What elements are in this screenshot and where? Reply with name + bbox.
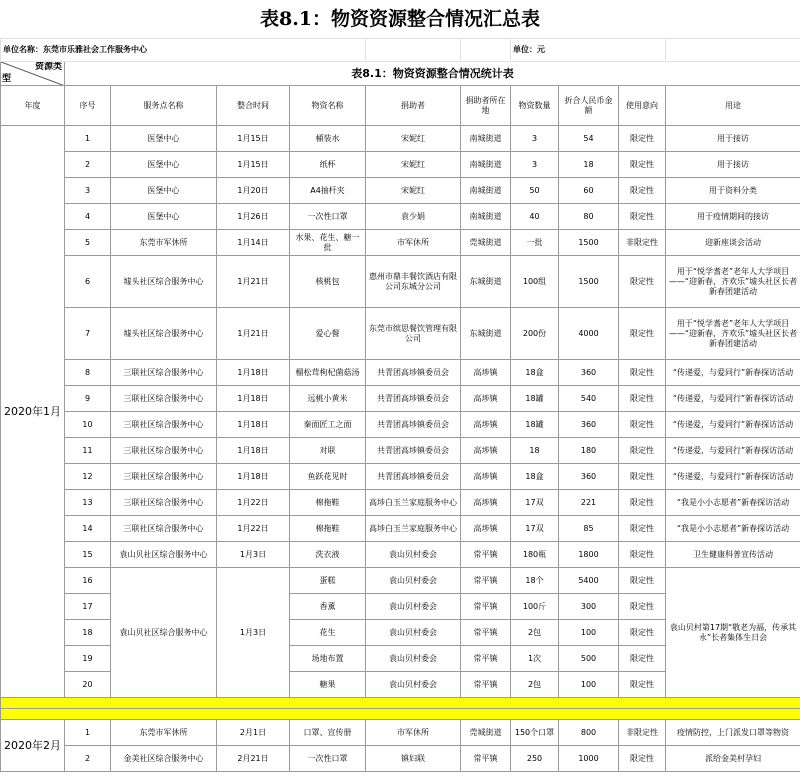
item-cell: 口罩、宣传册 <box>290 720 366 746</box>
seq-cell: 12 <box>65 464 111 490</box>
intent-cell: 非限定性 <box>619 230 666 256</box>
table-subtitle: 表8.1：物资资源整合情况统计表 <box>65 62 800 86</box>
site-cell: 医堡中心 <box>111 178 217 204</box>
subtitle-row <box>1 62 800 86</box>
item-cell: A4抽杆夹 <box>290 178 366 204</box>
seq-cell: 6 <box>65 256 111 308</box>
qty-cell: 17双 <box>511 516 559 542</box>
time-cell: 2月1日 <box>217 720 290 746</box>
header-seq: 序号 <box>65 86 111 126</box>
purpose-cell: 用于资料分类 <box>666 178 800 204</box>
table-row <box>1 542 800 568</box>
purpose-cell: “我是小小志愿者”新春探访活动 <box>666 490 800 516</box>
site-cell: 三联社区综合服务中心 <box>111 490 217 516</box>
location-cell: 南城街道 <box>461 152 511 178</box>
item-cell: 棉拖鞋 <box>290 490 366 516</box>
seq-cell: 17 <box>65 594 111 620</box>
sheet-title: 表8.1：物资资源整合情况汇总表 <box>259 8 541 30</box>
amount-cell: 360 <box>559 464 619 490</box>
purpose-cell: 用于接访 <box>666 152 800 178</box>
unit-row <box>1 39 800 62</box>
seq-cell: 7 <box>65 308 111 360</box>
site-cell: 东莞市军休所 <box>111 230 217 256</box>
table-row <box>1 204 800 230</box>
donor-cell: 袁少娟 <box>366 204 461 230</box>
purpose-cell: 疫情防控，上门派发口罩等物资 <box>666 720 800 746</box>
qty-cell: 18盒 <box>511 464 559 490</box>
table-row <box>1 256 800 308</box>
item-cell: 核桃包 <box>290 256 366 308</box>
item-cell: 蛋糕 <box>290 568 366 594</box>
donor-cell: 共青团高埗镇委员会 <box>366 360 461 386</box>
seq-cell: 18 <box>65 620 111 646</box>
seq-cell: 1 <box>65 720 111 746</box>
location-cell: 常平镇 <box>461 542 511 568</box>
header-location: 捐助者所在地 <box>461 86 511 126</box>
seq-cell: 5 <box>65 230 111 256</box>
amount-cell: 5400 <box>559 568 619 594</box>
time-cell: 1月18日 <box>217 412 290 438</box>
qty-cell: 100组 <box>511 256 559 308</box>
corner-top-label: 资源类 <box>34 62 62 72</box>
site-cell: 东莞市军休所 <box>111 720 217 746</box>
time-cell: 1月22日 <box>217 516 290 542</box>
intent-cell: 限定性 <box>619 438 666 464</box>
separator-cell <box>1 698 800 709</box>
time-cell: 1月22日 <box>217 490 290 516</box>
qty-cell: 250 <box>511 746 559 772</box>
donor-cell: 袁山贝村委会 <box>366 594 461 620</box>
purpose-cell: “传递爱，与爱同行”新春探访活动 <box>666 412 800 438</box>
seq-cell: 13 <box>65 490 111 516</box>
amount-cell: 180 <box>559 438 619 464</box>
qty-cell: 1次 <box>511 646 559 672</box>
item-cell: 一次性口罩 <box>290 204 366 230</box>
intent-cell: 限定性 <box>619 542 666 568</box>
amount-cell: 1800 <box>559 542 619 568</box>
amount-cell: 360 <box>559 412 619 438</box>
donor-cell: 东莞市缤思餐饮管理有限公司 <box>366 308 461 360</box>
separator-cell <box>1 709 800 720</box>
amount-cell: 100 <box>559 672 619 698</box>
purpose-cell: 派给金美村孕妇 <box>666 746 800 772</box>
intent-cell: 限定性 <box>619 464 666 490</box>
item-cell: 洗衣液 <box>290 542 366 568</box>
amount-cell: 1500 <box>559 230 619 256</box>
item-cell: 花生 <box>290 620 366 646</box>
table-row <box>1 568 800 594</box>
intent-cell: 限定性 <box>619 646 666 672</box>
donor-cell: 宋妮红 <box>366 152 461 178</box>
purpose-cell: “我是小小志愿者”新春探访活动 <box>666 516 800 542</box>
amount-cell: 60 <box>559 178 619 204</box>
table-row <box>1 516 800 542</box>
intent-cell: 限定性 <box>619 568 666 594</box>
intent-cell: 限定性 <box>619 746 666 772</box>
location-cell: 东城街道 <box>461 256 511 308</box>
location-cell: 常平镇 <box>461 746 511 772</box>
header-qty: 物资数量 <box>511 86 559 126</box>
table-row <box>1 720 800 746</box>
location-cell: 莞城街道 <box>461 720 511 746</box>
intent-cell: 限定性 <box>619 672 666 698</box>
intent-cell: 限定性 <box>619 386 666 412</box>
header-item: 物资名称 <box>290 86 366 126</box>
donor-cell: 袁山贝村委会 <box>366 646 461 672</box>
item-cell: 香薰 <box>290 594 366 620</box>
intent-cell: 限定性 <box>619 152 666 178</box>
currency-unit: 单位：元 <box>511 39 666 62</box>
table-row <box>1 126 800 152</box>
amount-cell: 500 <box>559 646 619 672</box>
time-cell: 2月21日 <box>217 746 290 772</box>
amount-cell: 80 <box>559 204 619 230</box>
item-cell: 一次性口罩 <box>290 746 366 772</box>
donor-cell: 袁山贝村委会 <box>366 542 461 568</box>
seq-cell: 11 <box>65 438 111 464</box>
donor-cell: 高埗白玉兰家庭服务中心 <box>366 516 461 542</box>
location-cell: 南城街道 <box>461 178 511 204</box>
donor-cell: 共青团高埗镇委员会 <box>366 464 461 490</box>
seq-cell: 1 <box>65 126 111 152</box>
location-cell: 常平镇 <box>461 620 511 646</box>
site-cell: 三联社区综合服务中心 <box>111 438 217 464</box>
item-cell: 棉拖鞋 <box>290 516 366 542</box>
purpose-cell: 用于“悦学耆老”老年人大学项目——“迎新春，齐欢乐”墟头社区长者新春团建活动 <box>666 308 800 360</box>
location-cell: 高埗镇 <box>461 516 511 542</box>
time-cell: 1月3日 <box>217 568 290 698</box>
time-cell: 1月15日 <box>217 152 290 178</box>
table-row <box>1 230 800 256</box>
time-cell: 1月21日 <box>217 256 290 308</box>
location-cell: 常平镇 <box>461 672 511 698</box>
time-cell: 1月20日 <box>217 178 290 204</box>
qty-cell: 3 <box>511 126 559 152</box>
seq-cell: 10 <box>65 412 111 438</box>
donor-cell: 宋妮红 <box>366 126 461 152</box>
time-cell: 1月18日 <box>217 438 290 464</box>
intent-cell: 限定性 <box>619 256 666 308</box>
table-row <box>1 308 800 360</box>
purpose-cell: “传递爱，与爱同行”新春探访活动 <box>666 360 800 386</box>
donor-cell: 市军休所 <box>366 230 461 256</box>
amount-cell: 1000 <box>559 746 619 772</box>
site-cell: 三联社区综合服务中心 <box>111 386 217 412</box>
seq-cell: 2 <box>65 746 111 772</box>
amount-cell: 4000 <box>559 308 619 360</box>
site-cell: 墟头社区综合服务中心 <box>111 308 217 360</box>
intent-cell: 限定性 <box>619 594 666 620</box>
intent-cell: 限定性 <box>619 620 666 646</box>
resource-table <box>0 38 800 772</box>
table-row <box>1 178 800 204</box>
qty-cell: 2包 <box>511 620 559 646</box>
site-cell: 三联社区综合服务中心 <box>111 360 217 386</box>
item-cell: 远桃小黄米 <box>290 386 366 412</box>
amount-cell: 18 <box>559 152 619 178</box>
item-cell: 对联 <box>290 438 366 464</box>
qty-cell: 3 <box>511 152 559 178</box>
location-cell: 莞城街道 <box>461 230 511 256</box>
qty-cell: 100斤 <box>511 594 559 620</box>
qty-cell: 一批 <box>511 230 559 256</box>
header-intent: 使用意向 <box>619 86 666 126</box>
item-cell: 榴松茸枸杞菌菇汤 <box>290 360 366 386</box>
time-cell: 1月15日 <box>217 126 290 152</box>
location-cell: 常平镇 <box>461 646 511 672</box>
donor-cell: 袁山贝村委会 <box>366 672 461 698</box>
location-cell: 常平镇 <box>461 568 511 594</box>
seq-cell: 14 <box>65 516 111 542</box>
purpose-cell: 迎新座谈会活动 <box>666 230 800 256</box>
intent-cell: 限定性 <box>619 204 666 230</box>
site-cell: 三联社区综合服务中心 <box>111 464 217 490</box>
table-row <box>1 464 800 490</box>
donor-cell: 共青团高埗镇委员会 <box>366 412 461 438</box>
site-cell: 三联社区综合服务中心 <box>111 412 217 438</box>
header-amount: 折合人民币金额 <box>559 86 619 126</box>
header-time: 整合时间 <box>217 86 290 126</box>
donor-cell: 袁山贝村委会 <box>366 568 461 594</box>
unit-name: 单位名称：东莞市乐雅社会工作服务中心 <box>1 39 366 62</box>
qty-cell: 40 <box>511 204 559 230</box>
location-cell: 高埗镇 <box>461 464 511 490</box>
seq-cell: 9 <box>65 386 111 412</box>
amount-cell: 300 <box>559 594 619 620</box>
table-row <box>1 490 800 516</box>
amount-cell: 85 <box>559 516 619 542</box>
qty-cell: 18个 <box>511 568 559 594</box>
seq-cell: 15 <box>65 542 111 568</box>
donor-cell: 共青团高埗镇委员会 <box>366 438 461 464</box>
year-cell: 2020年1月 <box>1 126 65 698</box>
header-row <box>1 86 800 126</box>
qty-cell: 200份 <box>511 308 559 360</box>
header-year: 年度 <box>1 86 65 126</box>
item-cell: 水果、花生、糖一批 <box>290 230 366 256</box>
qty-cell: 180瓶 <box>511 542 559 568</box>
amount-cell: 54 <box>559 126 619 152</box>
header-site: 服务点名称 <box>111 86 217 126</box>
seq-cell: 16 <box>65 568 111 594</box>
location-cell: 东城街道 <box>461 308 511 360</box>
time-cell: 1月18日 <box>217 386 290 412</box>
intent-cell: 限定性 <box>619 412 666 438</box>
item-cell: 纸杯 <box>290 152 366 178</box>
qty-cell: 18罐 <box>511 386 559 412</box>
location-cell: 高埗镇 <box>461 490 511 516</box>
purpose-cell: 用于接访 <box>666 126 800 152</box>
seq-cell: 4 <box>65 204 111 230</box>
location-cell: 高埗镇 <box>461 438 511 464</box>
item-cell: 桶装水 <box>290 126 366 152</box>
location-cell: 南城街道 <box>461 126 511 152</box>
intent-cell: 限定性 <box>619 126 666 152</box>
amount-cell: 1500 <box>559 256 619 308</box>
year-cell: 2020年2月 <box>1 720 65 772</box>
qty-cell: 50 <box>511 178 559 204</box>
donor-cell: 市军休所 <box>366 720 461 746</box>
purpose-cell: 袁山贝村第17期“敬老为福，传承其永”长者集体生日会 <box>666 568 800 698</box>
time-cell: 1月18日 <box>217 464 290 490</box>
location-cell: 南城街道 <box>461 204 511 230</box>
table-row <box>1 438 800 464</box>
site-cell: 墟头社区综合服务中心 <box>111 256 217 308</box>
item-cell: 鱼跃花见时 <box>290 464 366 490</box>
seq-cell: 20 <box>65 672 111 698</box>
qty-cell: 18盒 <box>511 360 559 386</box>
site-cell: 袁山贝社区综合服务中心 <box>111 542 217 568</box>
intent-cell: 限定性 <box>619 516 666 542</box>
purpose-cell: 卫生健康科普宣传活动 <box>666 542 800 568</box>
separator-row <box>1 709 800 720</box>
intent-cell: 限定性 <box>619 490 666 516</box>
qty-cell: 2包 <box>511 672 559 698</box>
qty-cell: 17双 <box>511 490 559 516</box>
location-cell: 高埗镇 <box>461 360 511 386</box>
site-cell: 医堡中心 <box>111 126 217 152</box>
table-row <box>1 746 800 772</box>
location-cell: 高埗镇 <box>461 412 511 438</box>
table-row <box>1 412 800 438</box>
location-cell: 常平镇 <box>461 594 511 620</box>
intent-cell: 限定性 <box>619 308 666 360</box>
table-row <box>1 386 800 412</box>
header-donor: 捐助者 <box>366 86 461 126</box>
time-cell: 1月26日 <box>217 204 290 230</box>
amount-cell: 800 <box>559 720 619 746</box>
qty-cell: 150个口罩 <box>511 720 559 746</box>
donor-cell: 高埗白玉兰家庭服务中心 <box>366 490 461 516</box>
location-cell: 高埗镇 <box>461 386 511 412</box>
corner-header <box>1 62 65 86</box>
item-cell: 秦面匠工之面 <box>290 412 366 438</box>
qty-cell: 18 <box>511 438 559 464</box>
purpose-cell: “传递爱，与爱同行”新春探访活动 <box>666 464 800 490</box>
donor-cell: 共青团高埗镇委员会 <box>366 386 461 412</box>
donor-cell: 惠州市鼎丰餐饮酒店有限公司东城分公司 <box>366 256 461 308</box>
time-cell: 1月18日 <box>217 360 290 386</box>
purpose-cell: “传递爱，与爱同行”新春探访活动 <box>666 438 800 464</box>
amount-cell: 360 <box>559 360 619 386</box>
amount-cell: 221 <box>559 490 619 516</box>
corner-bottom-label: 型 <box>2 73 12 84</box>
item-cell: 场地布置 <box>290 646 366 672</box>
amount-cell: 100 <box>559 620 619 646</box>
time-cell: 1月3日 <box>217 542 290 568</box>
seq-cell: 8 <box>65 360 111 386</box>
site-cell: 医堡中心 <box>111 152 217 178</box>
seq-cell: 2 <box>65 152 111 178</box>
seq-cell: 19 <box>65 646 111 672</box>
amount-cell: 540 <box>559 386 619 412</box>
intent-cell: 限定性 <box>619 178 666 204</box>
purpose-cell: “传递爱，与爱同行”新春探访活动 <box>666 386 800 412</box>
donor-cell: 袁山贝村委会 <box>366 620 461 646</box>
donor-cell: 镇妇联 <box>366 746 461 772</box>
table-row <box>1 360 800 386</box>
item-cell: 糖果 <box>290 672 366 698</box>
seq-cell: 3 <box>65 178 111 204</box>
purpose-cell: 用于“悦学耆老”老年人大学项目——“迎新春，齐欢乐”墟头社区长者新春团建活动 <box>666 256 800 308</box>
item-cell: 爱心餐 <box>290 308 366 360</box>
intent-cell: 非限定性 <box>619 720 666 746</box>
intent-cell: 限定性 <box>619 360 666 386</box>
site-cell: 袁山贝社区综合服务中心 <box>111 568 217 698</box>
separator-row <box>1 698 800 709</box>
site-cell: 三联社区综合服务中心 <box>111 516 217 542</box>
purpose-cell: 用于疫情期间的接访 <box>666 204 800 230</box>
site-cell: 金美社区综合服务中心 <box>111 746 217 772</box>
time-cell: 1月21日 <box>217 308 290 360</box>
table-row <box>1 152 800 178</box>
qty-cell: 18罐 <box>511 412 559 438</box>
donor-cell: 宋妮红 <box>366 178 461 204</box>
header-purpose: 用途 <box>666 86 800 126</box>
site-cell: 医堡中心 <box>111 204 217 230</box>
time-cell: 1月14日 <box>217 230 290 256</box>
